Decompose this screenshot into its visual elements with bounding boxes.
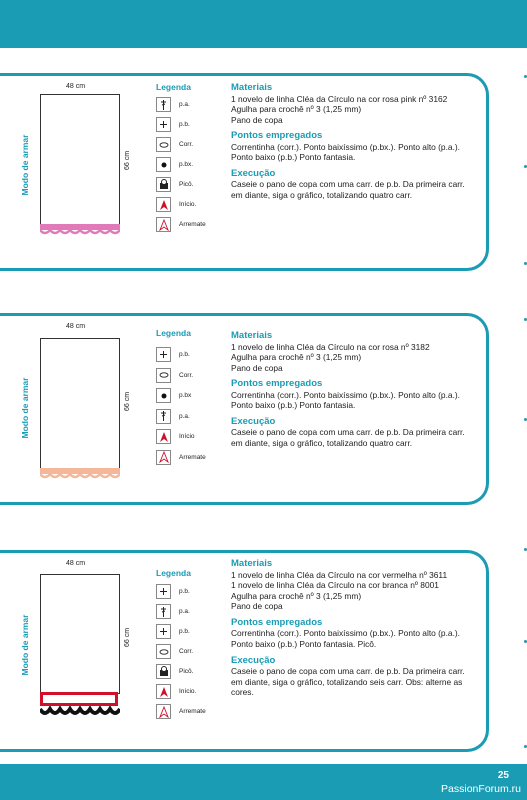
legend-label: p.b. bbox=[179, 121, 190, 128]
height-label: 66 cm bbox=[124, 391, 132, 412]
legend-item bbox=[156, 347, 190, 362]
materials-line: Pano de copa bbox=[231, 114, 283, 125]
instructions bbox=[231, 330, 476, 454]
scallop-edge bbox=[40, 706, 120, 718]
legend-title: Legenda bbox=[156, 568, 191, 578]
stitches-text: Correntinha (corr.). Ponto baixíssimo (p.bx.). Ponto alto (p.a.). Ponto baixo (p.b.) Ponto fantasia. Picô. bbox=[231, 628, 461, 649]
end-icon bbox=[156, 217, 171, 232]
execution-title: Execução bbox=[231, 654, 276, 666]
legend-label: Corr. bbox=[179, 141, 194, 148]
legend-label: Arremate bbox=[179, 708, 206, 715]
legend-item bbox=[156, 704, 206, 719]
picot-icon bbox=[156, 664, 171, 679]
legend-label: p.b. bbox=[179, 628, 190, 635]
sc-icon bbox=[156, 624, 171, 639]
width-label: 48 cm bbox=[66, 560, 86, 567]
materials-line: 1 novelo de linha Cléa da Círculo na cor branca nº 8001 bbox=[231, 580, 439, 591]
execution-text: Caseie o pano de copa com uma carr. de p.b. Da primeira carr. em diante, siga o gráfico, totalizando quatro carr. bbox=[231, 427, 465, 449]
slip-icon bbox=[156, 157, 171, 172]
watermark: PassionForum.ru bbox=[441, 783, 521, 795]
end-icon bbox=[156, 450, 171, 465]
stitches-title: Pontos empregados bbox=[231, 130, 323, 142]
stitches-text: Correntinha (corr.). Ponto baixíssimo (p.bx.). Ponto alto (p.a.). Ponto baixo (p.b.) Ponto fantasia. bbox=[231, 141, 461, 163]
height-label: 66 cm bbox=[124, 150, 132, 171]
legend-label: p.a. bbox=[179, 412, 190, 420]
legend-item bbox=[156, 429, 195, 444]
legend-title: Legenda bbox=[156, 82, 191, 92]
legend-item bbox=[156, 137, 193, 152]
assembly-title: Modo de armar bbox=[20, 134, 30, 196]
execution-title: Execução bbox=[231, 415, 276, 427]
execution-title: Execução bbox=[231, 167, 276, 179]
chain-icon bbox=[156, 368, 171, 383]
picot-icon bbox=[156, 177, 171, 192]
legend-label: p.a. bbox=[179, 101, 190, 108]
legend-label: p.b. bbox=[179, 351, 190, 358]
legend-item bbox=[156, 217, 206, 232]
legend-item bbox=[156, 604, 190, 619]
towel-outline bbox=[40, 94, 120, 226]
chain-icon bbox=[156, 137, 171, 152]
legend-item bbox=[156, 584, 190, 599]
stitches-title: Pontos empregados bbox=[231, 616, 323, 628]
legend-label: Picô. bbox=[179, 668, 194, 675]
legend-label: Arremate bbox=[179, 221, 206, 228]
dc-icon bbox=[156, 409, 171, 424]
assembly-title: Modo de armar bbox=[20, 614, 30, 676]
towel-border bbox=[40, 692, 118, 706]
legend-item bbox=[156, 368, 193, 383]
towel-outline bbox=[40, 338, 120, 470]
materials-text bbox=[231, 342, 476, 374]
materials-line: Agulha para crochê nº 3 (1,25 mm) bbox=[231, 590, 362, 601]
legend-label: Início. bbox=[179, 688, 197, 695]
materials-line: Agulha para crochê nº 3 (1,25 mm) bbox=[231, 104, 362, 115]
materials-text bbox=[231, 94, 476, 126]
legend-item bbox=[156, 388, 191, 403]
execution-text: Caseie o pano de copa com uma carr. de p.b. Da primeira carr. em diante, siga o gráfico, totalizando seis carr. Obs: alterne as cores. bbox=[231, 666, 465, 698]
materials-line: Pano de copa bbox=[231, 362, 283, 373]
materials-line: 1 novelo de linha Cléa da Círculo na cor vermelha nº 3611 bbox=[231, 569, 448, 580]
legend-label: Arremate bbox=[179, 453, 206, 461]
end-icon bbox=[156, 704, 171, 719]
height-label: 66 cm bbox=[124, 627, 132, 648]
legend-label: Início bbox=[179, 433, 195, 440]
scallop-edge bbox=[40, 228, 120, 236]
materials-text bbox=[231, 570, 476, 612]
legend-item bbox=[156, 157, 193, 172]
legend-item bbox=[156, 450, 206, 465]
legend-label: Corr. bbox=[179, 648, 194, 655]
instructions bbox=[231, 82, 476, 206]
legend-item bbox=[156, 177, 193, 192]
legend-title: Legenda bbox=[156, 328, 191, 338]
legend-item bbox=[156, 97, 190, 112]
assembly-title: Modo de armar bbox=[20, 377, 30, 439]
instructions bbox=[231, 558, 476, 703]
legend-label: p.a. bbox=[179, 608, 190, 615]
stitches-text: Correntinha (corr.). Ponto baixíssimo (p.bx.). Ponto alto (p.a.). Ponto baixo (p.b.) Ponto fantasia. bbox=[231, 389, 461, 411]
legend-label: Início. bbox=[179, 201, 197, 208]
legend-item bbox=[156, 684, 196, 699]
width-label: 48 cm bbox=[66, 323, 86, 330]
materials-title: Materiais bbox=[231, 558, 273, 569]
slip-icon bbox=[156, 388, 171, 403]
legend-label: p.b. bbox=[179, 588, 190, 595]
materials-line: Pano de copa bbox=[231, 601, 283, 612]
top-banner bbox=[0, 0, 527, 48]
materials-line: Agulha para crochê nº 3 (1,25 mm) bbox=[231, 352, 362, 363]
scallop-edge bbox=[40, 472, 120, 480]
legend-item bbox=[156, 664, 193, 679]
stitches-title: Pontos empregados bbox=[231, 378, 323, 390]
start-icon bbox=[156, 684, 171, 699]
dc-icon bbox=[156, 97, 171, 112]
chain-icon bbox=[156, 644, 171, 659]
legend-item bbox=[156, 197, 196, 212]
page-number: 25 bbox=[497, 770, 509, 781]
execution-text: Caseie o pano de copa com uma carr. de p.b. Da primeira carr. em diante, siga o gráfico, totalizando quatro carr. bbox=[231, 179, 465, 201]
materials-line: 1 novelo de linha Cléa da Círculo na cor rosa nº 3182 bbox=[231, 341, 430, 352]
legend-item bbox=[156, 624, 190, 639]
towel-outline bbox=[40, 574, 120, 694]
sc-icon bbox=[156, 117, 171, 132]
materials-title: Materiais bbox=[231, 330, 273, 341]
dc-icon bbox=[156, 604, 171, 619]
materials-line: 1 novelo de linha Cléa da Círculo na cor rosa pink nº 3162 bbox=[231, 93, 448, 104]
legend-label: p.bx bbox=[179, 392, 192, 399]
sc-icon bbox=[156, 584, 171, 599]
materials-title: Materiais bbox=[231, 82, 273, 93]
legend-item bbox=[156, 409, 190, 424]
width-label: 48 cm bbox=[66, 83, 86, 90]
legend-label: p.bx. bbox=[179, 161, 194, 168]
legend-label: Picô. bbox=[179, 181, 194, 188]
sc-icon bbox=[156, 347, 171, 362]
start-icon bbox=[156, 429, 171, 444]
start-icon bbox=[156, 197, 171, 212]
legend-item bbox=[156, 117, 190, 132]
legend-item bbox=[156, 644, 193, 659]
legend-label: Corr. bbox=[179, 371, 194, 379]
